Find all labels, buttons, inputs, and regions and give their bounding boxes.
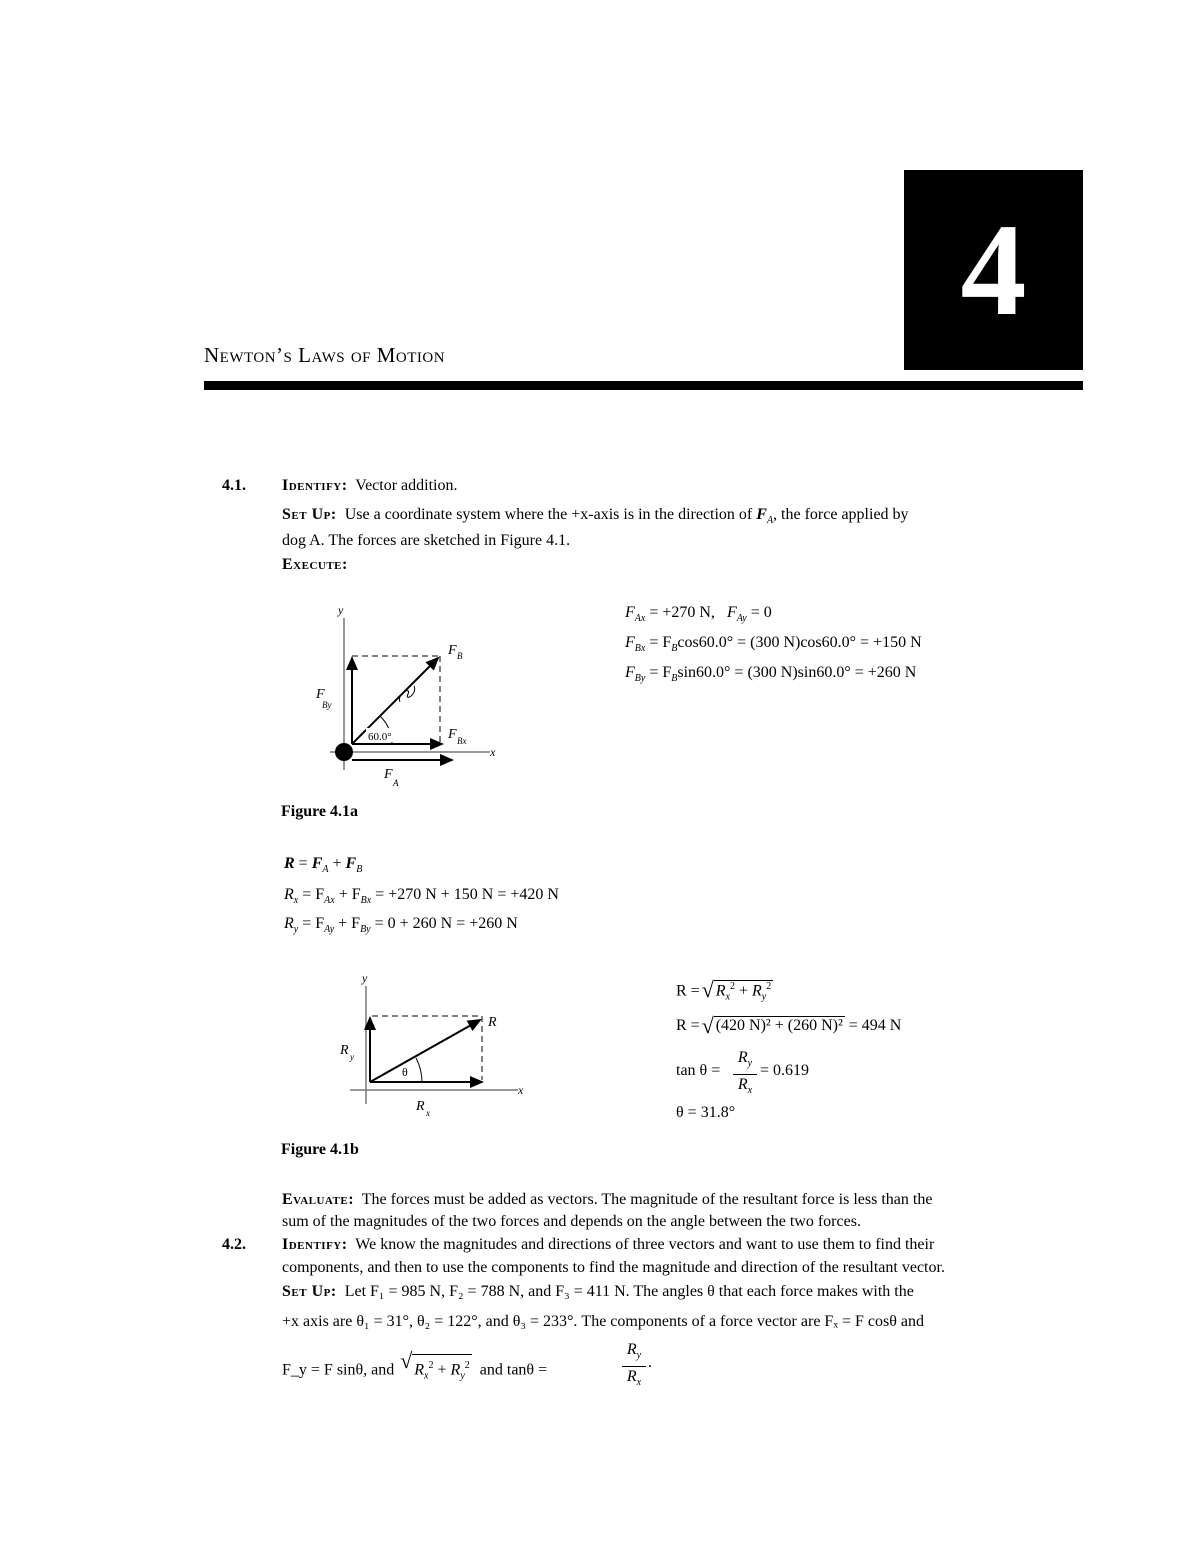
tan-period: .: [648, 1354, 652, 1371]
eq-b-3c: = 0.619: [760, 1062, 810, 1079]
eq-a-2-text: = F: [649, 634, 672, 651]
setup-label-2: Set Up:: [282, 1283, 337, 1300]
identify-line: [282, 475, 457, 497]
eq-a-1b-text: = 0: [750, 604, 772, 621]
figure-4-1a: [300, 598, 510, 793]
fbx-sub: Bx: [457, 736, 467, 746]
eq-b-line-1: R = √ $R_x^2 + R_y^2$: [676, 977, 772, 1003]
eq-r-2a: = F: [302, 886, 325, 903]
setup-text-2c: F_y = F sinθ, and: [282, 1361, 395, 1379]
setup-text-2b: +x axis are θ₁ = 31°, θ₂ = 122°, and θ₃ = 233°. The components of a force vector are Fₓ = F cosθ and: [282, 1313, 924, 1330]
problem-number-2: 4.2.: [222, 1236, 246, 1253]
fbx-label: F: [448, 727, 457, 742]
identify-text-2b: components, and then to use the components to find the magnitude and direction of the resultant vector.: [282, 1259, 945, 1276]
r-label: R: [488, 1015, 497, 1030]
eq-a-line-3: $F_{By} = F_B\sin 60.0^\circ = (300$ N)sin60.0° = +260 N: [625, 664, 917, 685]
eq-a-3-text: = F: [649, 664, 672, 681]
eq-b-line-4: θ = 31.8°: [676, 1104, 736, 1121]
problem-number: 4.1.: [222, 477, 246, 494]
eq-a-1-text: = +270 N,: [649, 604, 715, 621]
rx-label: R: [416, 1099, 425, 1114]
identify-label: Identify:: [282, 477, 348, 494]
theta-label: θ: [402, 1065, 408, 1079]
eq-b-fraction: $R_y$ $R_x$: [733, 1048, 757, 1101]
execute-label: Execute:: [282, 556, 348, 573]
eq-r-3b: + F: [338, 915, 361, 932]
evaluate-label: Evaluate:: [282, 1191, 355, 1208]
dog-point: [335, 743, 353, 761]
setup-text-1: Use a coordinate system where the +x-axis is in the direction of: [344, 506, 753, 523]
evaluate-text-2: sum of the magnitudes of the two forces and depends on the angle between the two forces.: [282, 1213, 861, 1230]
chapter-title: Newton’s Laws of Motion: [204, 343, 446, 367]
setup-line: [282, 504, 909, 532]
eq-a-2b-text: cos60.0° = (300 N)cos60.0° = +150 N: [677, 634, 922, 651]
setup-vector: F: [756, 506, 767, 523]
evaluate-text-1: The forces must be added as vectors. The magnitude of the resultant force is less than the: [361, 1191, 933, 1208]
eq-r-line-1: $R = F_A + F_B$: [284, 855, 363, 876]
figure-4-1b-caption: Figure 4.1b: [281, 1141, 359, 1158]
fby-label: F: [316, 687, 325, 702]
identify-text: Vector addition.: [355, 477, 458, 494]
eq-a-line-1: $F_{Ax} = +270$ N, $F_{Ay} = 0$: [625, 604, 772, 625]
fa-sub: A: [393, 778, 399, 788]
setup-text-3: dog A. The forces are sketched in Figure 4.1.: [282, 532, 571, 549]
evaluate-line-1: [282, 1189, 932, 1211]
fb-label: F: [448, 643, 457, 658]
setup-line-2: [282, 1281, 914, 1303]
ry-sub: y: [350, 1052, 354, 1062]
eq-b-2c: = 494 N: [848, 1017, 902, 1034]
eq-b-1: R =: [676, 982, 700, 1000]
figure-4-1a-caption: Figure 4.1a: [281, 803, 359, 820]
setup-text-2: , the force applied by: [773, 506, 909, 523]
angle-label: 60.0°: [368, 731, 392, 743]
fa-label: F: [384, 767, 393, 782]
eq-a-line-2: $F_{Bx} = F_B\cos 60.0^\circ = (300$ N)cos60.0° = +150 N: [625, 634, 922, 655]
r-arrow: [370, 1020, 480, 1082]
chapter-number: 4: [960, 196, 1027, 343]
eq-r-line-2: $R_x = F_{Ax} + F_{Bx} = +270$ N + 150 N = +420 N: [284, 886, 559, 907]
figure-4-1b: [330, 968, 540, 1123]
setup-line-2c: F_y = F sinθ, and √ $R_x^2 + R_y^2$ and tanθ =: [282, 1354, 547, 1388]
chapter-rule: [204, 381, 1083, 390]
eq-b-2: R =: [676, 1017, 700, 1034]
fby-sub: By: [322, 700, 332, 710]
identify-line-2: [282, 1234, 934, 1256]
setup-text-2d: and tanθ =: [479, 1361, 548, 1379]
eq-b-line-2: R = √ (420 N)² + (260 N)² = 494 N: [676, 1013, 902, 1038]
eq-b-line-3: [676, 1062, 720, 1080]
eq-b-2-radicand: (420 N)² + (260 N)²: [715, 1017, 843, 1034]
rx-sub: x: [426, 1108, 430, 1118]
y-label-b: y: [362, 971, 368, 985]
y-label: y: [338, 603, 344, 617]
setup-text-2a: Let F₁ = 985 N, F₂ = 788 N, and F₃ = 411 N. The angles θ that each force makes with the: [344, 1283, 914, 1300]
identify-label-2: Identify:: [282, 1236, 348, 1253]
eq-r-line-3: $R_y = F_{Ay} + F_{By} = 0 + 260$ N = +260 N: [284, 915, 518, 936]
eq-r-3a: = F: [302, 915, 325, 932]
tan-fraction: $R_y$ $R_x$: [622, 1340, 646, 1393]
eq-r-2b: + F: [338, 886, 361, 903]
eq-r-2c: = +270 N + 150 N = +420 N: [375, 886, 559, 903]
eq-b-3: tan θ =: [676, 1062, 721, 1079]
ry-label: R: [340, 1043, 349, 1058]
setup-vector-sub: A: [766, 515, 774, 527]
eq-a-3b-text: sin60.0° = (300 N)sin60.0° = +260 N: [677, 664, 917, 681]
setup-label: Set Up:: [282, 506, 337, 523]
x-label: x: [490, 745, 496, 759]
eq-r-3c: = 0 + 260 N = +260 N: [374, 915, 518, 932]
identify-text-2a: We know the magnitudes and directions of three vectors and want to use them to find their: [355, 1236, 935, 1253]
fb-sub: B: [457, 651, 463, 661]
x-label-b: x: [518, 1083, 524, 1097]
